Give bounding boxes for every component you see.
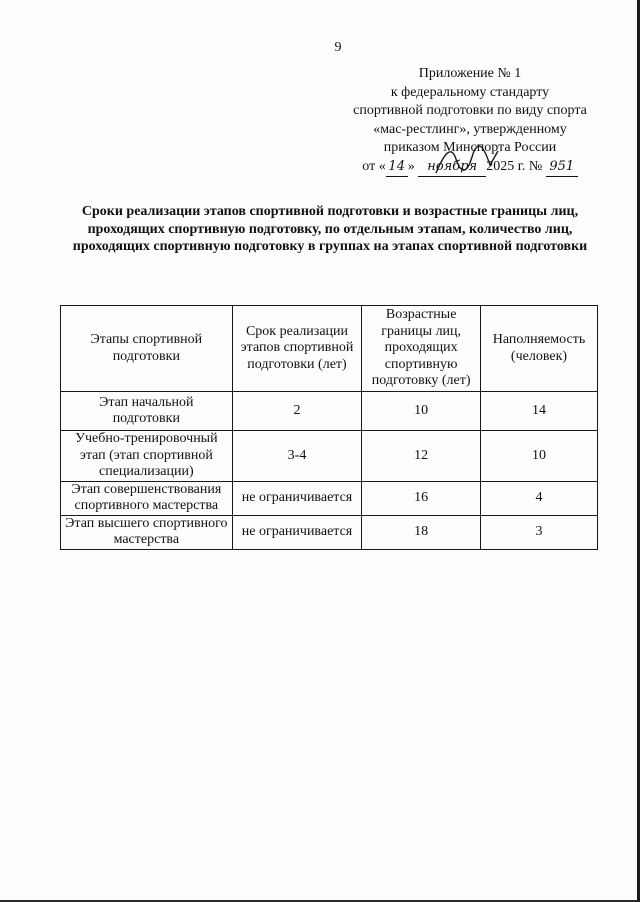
- appendix-line-3: спортивной подготовки по виду спорта: [353, 103, 587, 118]
- date-year: 2025 г. №: [486, 158, 543, 174]
- cell-age: 18: [362, 515, 481, 549]
- appendix-line-4: «мас-рестлинг», утвержденному: [373, 121, 567, 137]
- cell-stage: Этап совершенствования спортивного мастерства: [61, 481, 233, 515]
- table-row: [61, 392, 598, 431]
- cell-age: 10: [362, 392, 481, 431]
- table-row: [61, 431, 598, 482]
- cell-capacity: 3: [480, 515, 597, 549]
- cell-duration: 3-4: [232, 431, 362, 482]
- document-title: Сроки реализации этапов спортивной подготовки и возрастные границы лиц, проходящих спортивную подготовку, по отдельным этапам, количество лиц, проходящих спортивную подготовку в группах на этапах спортивной подготовки: [72, 204, 588, 254]
- cell-age: 12: [362, 431, 481, 482]
- cell-duration: не ограничивается: [232, 515, 362, 549]
- date-mid: »: [407, 158, 415, 174]
- header-stages: Этапы спортивной подготовки: [61, 306, 233, 392]
- appendix-line-1: Приложение № 1: [418, 66, 522, 81]
- cell-capacity: 14: [480, 392, 597, 431]
- table-header-row: [61, 306, 598, 392]
- date-day: 14: [386, 158, 408, 178]
- table-row: [61, 515, 598, 549]
- appendix-line-5: приказом Минспорта России: [383, 140, 557, 155]
- cell-capacity: 4: [480, 481, 597, 515]
- stages-table: [60, 305, 598, 550]
- header-age-limits: Возрастные границы лиц, проходящих спортивную подготовку (лет): [362, 306, 481, 392]
- appendix-line-2: к федеральному стандарту: [390, 84, 550, 100]
- date-month: ноября: [418, 158, 486, 178]
- order-number: 951: [546, 158, 578, 178]
- handwritten-signature-icon: [432, 143, 502, 183]
- header-duration: Срок реализации этапов спортивной подготовки (лет): [232, 306, 362, 392]
- cell-stage: Этап начальной подготовки: [61, 392, 233, 431]
- date-prefix: от «: [362, 158, 386, 174]
- cell-stage: Учебно-тренировочный этап (этап спортивной специализации): [61, 431, 233, 482]
- cell-duration: 2: [232, 392, 362, 431]
- header-capacity: Наполняемость (человек): [480, 306, 597, 392]
- cell-age: 16: [362, 481, 481, 515]
- cell-duration: не ограничивается: [232, 481, 362, 515]
- table-row: [61, 481, 598, 515]
- page-number: 9: [334, 40, 342, 55]
- cell-stage: Этап высшего спортивного мастерства: [61, 515, 233, 549]
- cell-capacity: 10: [480, 431, 597, 482]
